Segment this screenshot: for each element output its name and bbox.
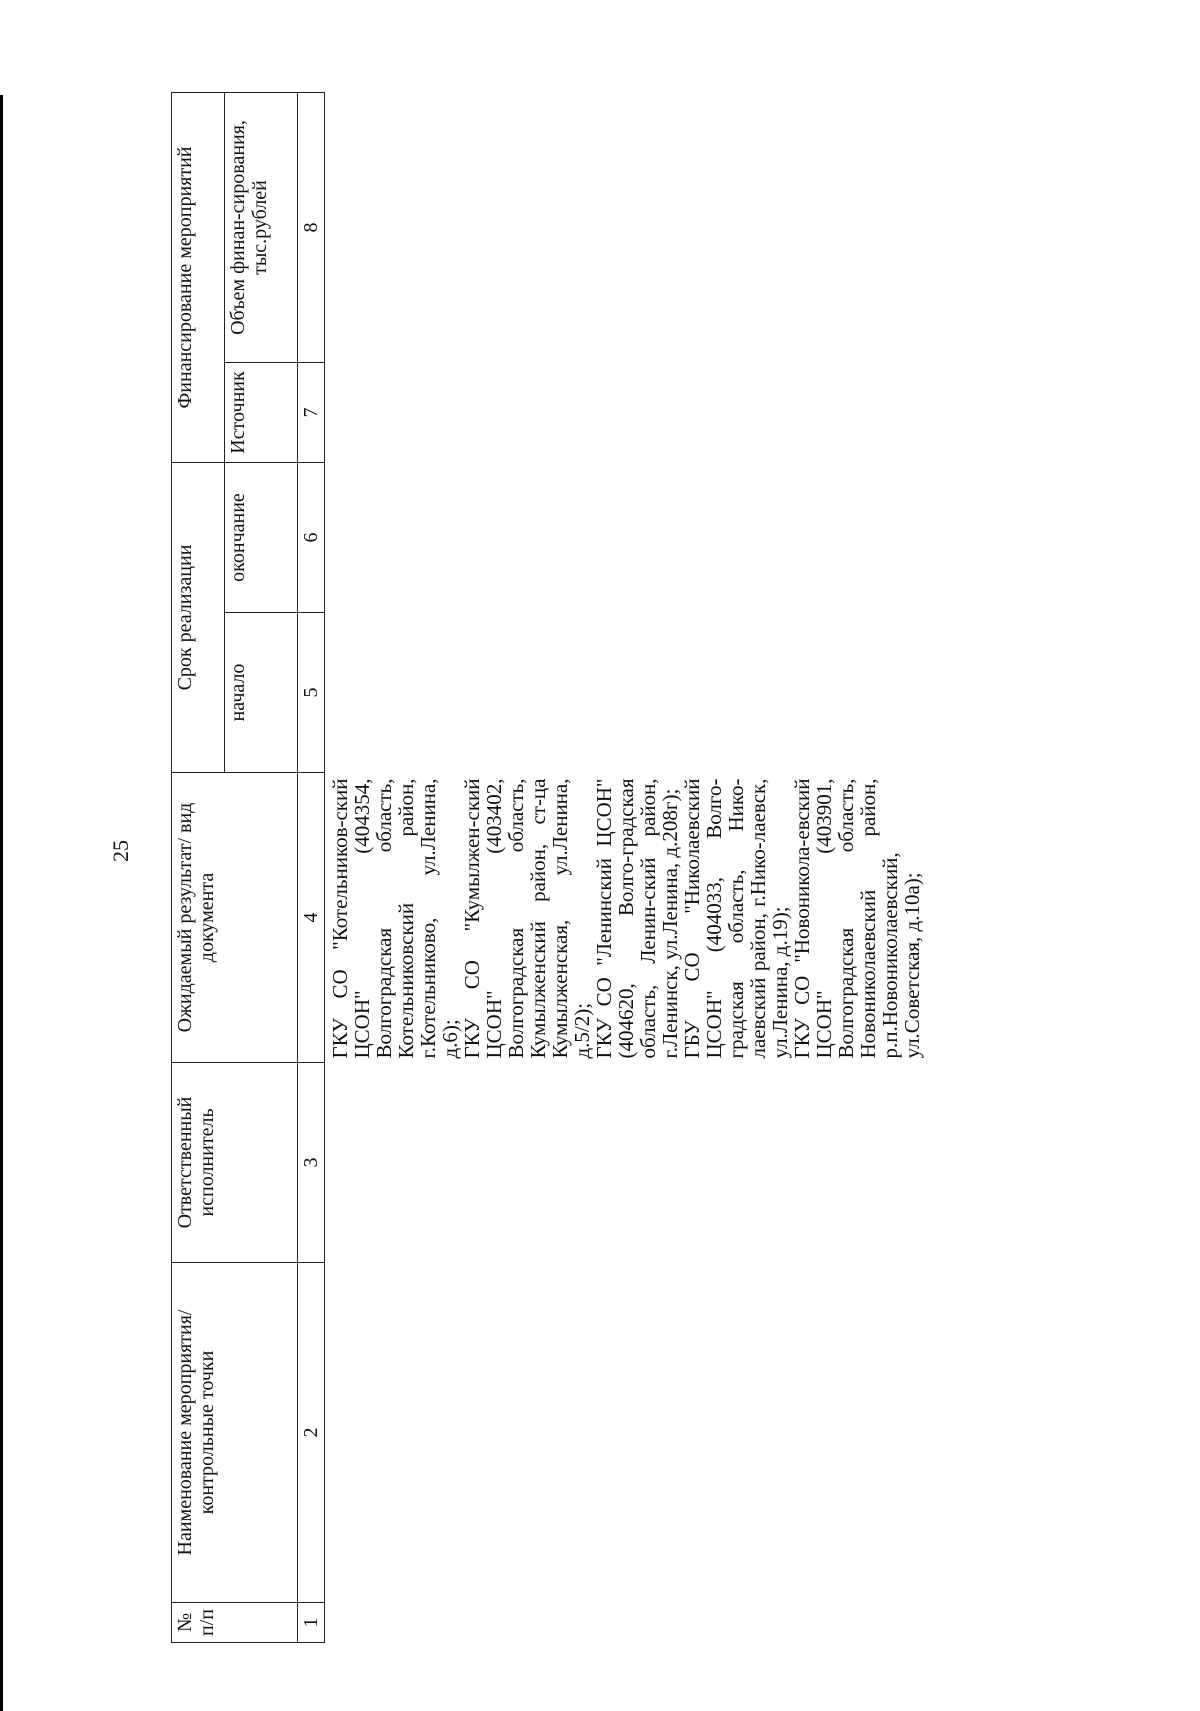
cell-num bbox=[325, 1603, 924, 1643]
header-col1: № п/п bbox=[172, 1603, 298, 1643]
cell-start bbox=[325, 613, 924, 773]
data-row bbox=[325, 93, 924, 1643]
cell-amount bbox=[325, 93, 924, 363]
plan-table bbox=[171, 92, 923, 1643]
cell-expected-result bbox=[325, 773, 924, 1063]
colnum-3: 3 bbox=[298, 1063, 325, 1263]
cell-end bbox=[325, 463, 924, 613]
header-col5: начало bbox=[225, 613, 298, 773]
colnum-1: 1 bbox=[298, 1603, 325, 1643]
header-row-1 bbox=[172, 93, 225, 1643]
result-entry-5: ГКУ СО "Новоникола-евский ЦСОН" (403901, Волгоградская область, Новониколаевский район, р.п.Новониколаевский, ул.Советская, д.10а); bbox=[790, 778, 924, 1059]
page-edge-shadow bbox=[0, 95, 3, 1711]
cell-source bbox=[325, 363, 924, 463]
colnum-2: 2 bbox=[298, 1263, 325, 1603]
header-col6: окончание bbox=[225, 463, 298, 613]
result-entry-2: ГКУ СО "Кумылжен-ский ЦСОН" (403402, Волгоградская область, Кумылженский район, ст-ца Кумылженская, ул.Ленина, д.5/2); bbox=[460, 778, 594, 1059]
rotated-table-wrapper bbox=[171, 93, 1200, 1643]
header-col2: Наименование мероприятия/ контрольные точки bbox=[172, 1263, 298, 1603]
header-col7: Источник bbox=[225, 363, 298, 463]
result-entry-1: ГКУ СО "Котельников-ский ЦСОН" (404354, Волгоградская область, Котельниковский район, г.Котельниково, ул.Ленина, д.6); bbox=[328, 778, 462, 1059]
colnum-7: 7 bbox=[298, 363, 325, 463]
header-srok: Срок реализации bbox=[172, 463, 225, 773]
result-entry-3: ГКУ СО "Ленинский ЦСОН" (404620, Волго-градская область, Ленин-ский район, г.Ленинск, ул.Ленина, д.208г); bbox=[592, 778, 682, 1059]
header-col3: Ответственный исполнитель bbox=[172, 1063, 298, 1263]
header-col8: Объем финан-сирования, тыс.рублей bbox=[225, 93, 298, 363]
colnum-5: 5 bbox=[298, 613, 325, 773]
column-number-row bbox=[298, 93, 325, 1643]
colnum-8: 8 bbox=[298, 93, 325, 363]
colnum-4: 4 bbox=[298, 773, 325, 1063]
header-col4: Ожидаемый результат/ вид документа bbox=[172, 773, 298, 1063]
cell-executor bbox=[325, 1063, 924, 1263]
page-number: 25 bbox=[108, 840, 133, 862]
cell-name bbox=[325, 1263, 924, 1603]
result-entry-4: ГБУ СО "Николаевский ЦСОН" (404033, Волго-градская область, Нико-лаевский район, г.Нико-лаевск, ул.Ленина, д.19); bbox=[680, 778, 792, 1059]
colnum-6: 6 bbox=[298, 463, 325, 613]
header-fin: Финансирование мероприятий bbox=[172, 93, 225, 463]
